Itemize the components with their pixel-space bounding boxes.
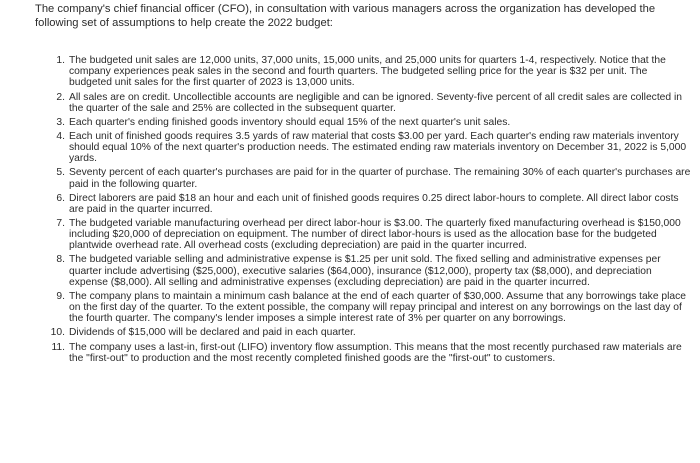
item-number: 3. xyxy=(56,116,65,128)
item-number: 9. xyxy=(56,290,65,302)
item-text: Seventy percent of each quarter's purchases are paid for in the quarter of purchase. The remaining 30% of each quarter's purchases are paid in the following quarter. xyxy=(69,167,691,190)
item-number: 1. xyxy=(56,55,65,66)
item-number: 2. xyxy=(56,91,65,103)
list-item xyxy=(50,131,692,165)
item-text: Each unit of finished goods requires 3.5 yards of raw material that costs $3.00 per yard. Each quarter's ending raw materials inventory should equal 10% of the next quarter's production needs. The estimated ending raw materials inventory on December 31, 2022 is 5,000 yards. xyxy=(69,130,687,165)
item-text: All sales are on credit. Uncollectible accounts are negligible and can be ignored. Seventy-five percent of all credit sales are collected in the quarter of the sale and 25% are collected in the subsequent quarter. xyxy=(69,91,683,114)
item-number: 10. xyxy=(50,327,65,339)
item-number: 11. xyxy=(51,341,65,353)
list-item xyxy=(50,55,692,89)
list-item xyxy=(50,342,692,364)
list-item xyxy=(50,291,692,325)
list-item xyxy=(50,167,692,189)
item-text: The budgeted variable selling and administrative expense is $1.25 per unit sold. The fixed selling and administrative expenses per quarter include advertising ($25,000), executive salaries ($64,000), insurance ($12,000), property tax ($8,000), and depreciation expense ($8,000). All selling and administrative expenses (excluding depreciation) are paid in the quarter incurred. xyxy=(69,254,661,288)
item-number: 5. xyxy=(56,167,65,179)
item-text: The company uses a last-in, first-out (LIFO) inventory flow assumption. This means that the most recently purchased raw materials are the "first-out" to production and the most recently completed finished goods are the "first-out" to customers. xyxy=(69,341,682,364)
list-item xyxy=(50,327,692,338)
list-item xyxy=(50,218,692,252)
item-text: Direct laborers are paid $18 an hour and each unit of finished goods requires 0.25 direct labor-hours to complete. All direct labor costs are paid in the quarter incurred. xyxy=(69,192,679,215)
item-text: The company plans to maintain a minimum cash balance at the end of each quarter of $30,000. Assume that any borrowings take place on the first day of the quarter. To the extent possible, the company will repay principal and interest on any borrowings on the last day of the fourth quarter. The company's lender imposes a simple interest rate of 3% per quarter on any borrowings. xyxy=(69,290,687,325)
assumptions-list xyxy=(35,55,692,364)
item-text: Each quarter's ending finished goods inventory should equal 15% of the next quarter's unit sales. xyxy=(69,116,511,128)
list-item xyxy=(50,254,692,288)
item-number: 6. xyxy=(56,192,65,204)
item-text: The budgeted unit sales are 12,000 units, 37,000 units, 15,000 units, and 25,000 units for quarters 1-4, respectively. Notice that the company experiences peak sales in the second and fourth quarters. The budgeted selling price for the year is $32 per unit. The budgeted unit sales for the first quarter of 2023 is 13,000 units. xyxy=(69,55,666,89)
list-item xyxy=(50,92,692,114)
item-text: The budgeted variable manufacturing overhead per direct labor-hour is $3.00. The quarterly fixed manufacturing overhead is $150,000 including $20,000 of depreciation on equipment. The number of direct labor-hours is used as the allocation base for the budgeted plantwide overhead rate. All overhead costs (excluding depreciation) are paid in the quarter incurred. xyxy=(69,217,681,252)
item-number: 7. xyxy=(56,217,65,229)
list-item xyxy=(50,193,692,215)
item-number: 8. xyxy=(56,254,65,266)
intro-paragraph: The company's chief financial officer (CFO), in consultation with various managers across the organization has developed the following set of assumptions to help create the 2022 budget: xyxy=(35,3,656,29)
item-number: 4. xyxy=(56,130,65,142)
item-text: Dividends of $15,000 will be declared and paid in each quarter. xyxy=(69,327,356,339)
list-item xyxy=(50,117,692,128)
